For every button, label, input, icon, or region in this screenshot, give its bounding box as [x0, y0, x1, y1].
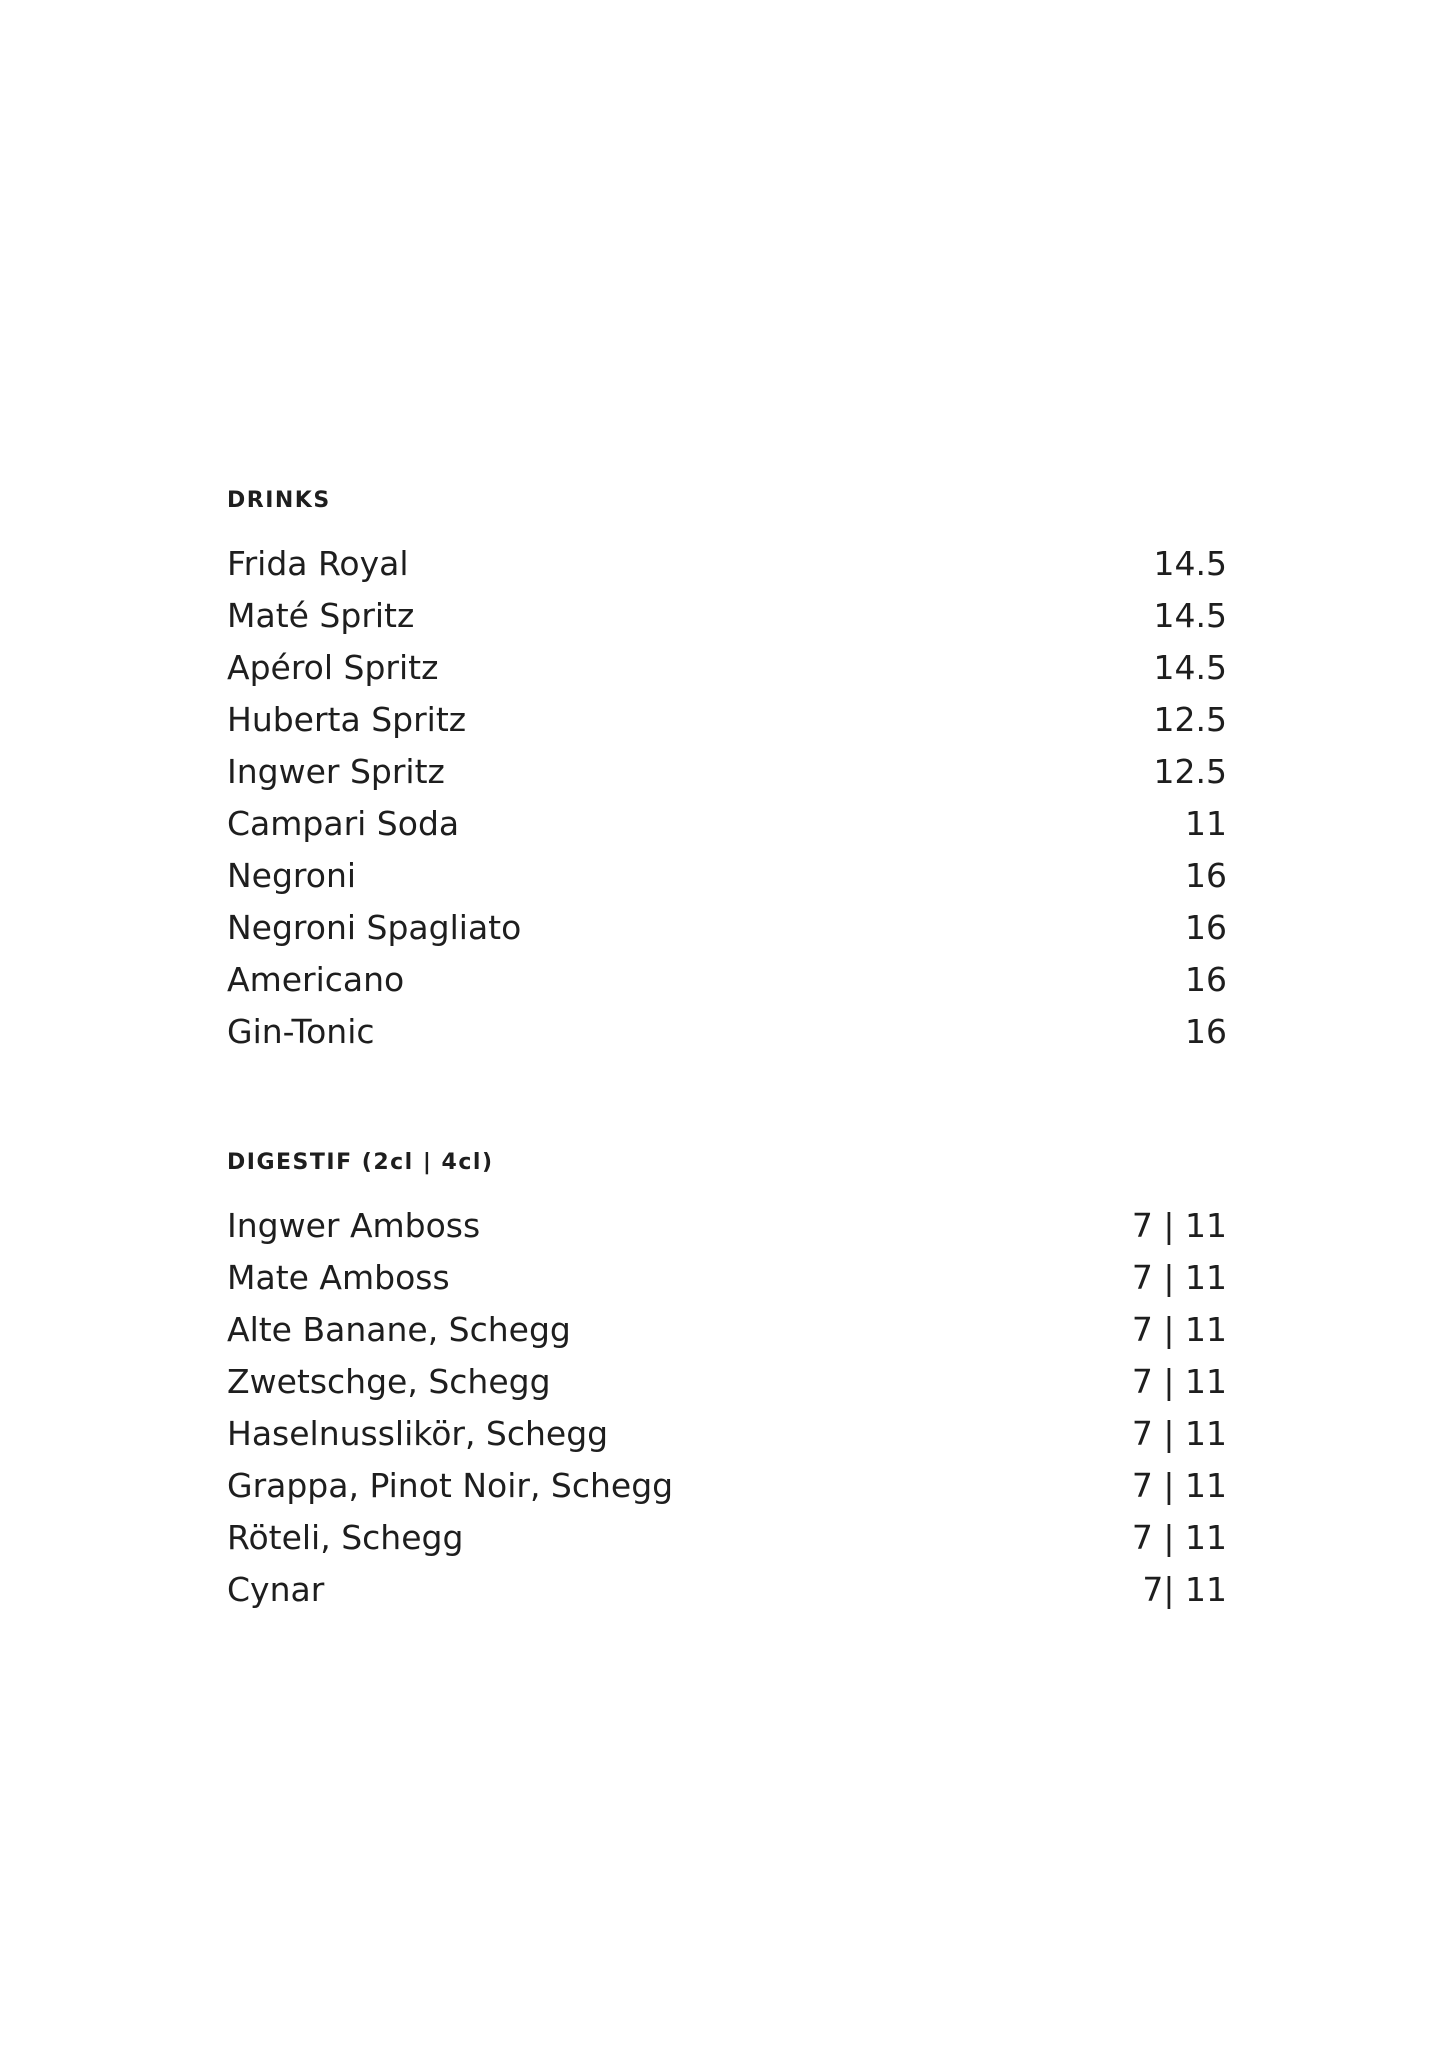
item-price: 12.5 — [1153, 752, 1227, 791]
item-price: 7 | 11 — [1131, 1414, 1227, 1453]
item-name: Campari Soda — [227, 804, 460, 843]
item-name: Haselnusslikör, Schegg — [227, 1414, 609, 1453]
item-price: 12.5 — [1153, 700, 1227, 739]
item-name: Maté Spritz — [227, 596, 415, 635]
item-name: Ingwer Spritz — [227, 752, 445, 791]
item-price: 16 — [1185, 1012, 1227, 1051]
menu-item — [227, 590, 1227, 642]
item-name: Alte Banane, Schegg — [227, 1310, 571, 1349]
menu-item — [227, 798, 1227, 850]
item-name: Mate Amboss — [227, 1258, 450, 1297]
digestif-section — [227, 1148, 1227, 1616]
digestif-list — [227, 1200, 1227, 1616]
section-title-drinks: DRINKS — [227, 488, 331, 513]
menu-item — [227, 1460, 1227, 1512]
menu-item — [227, 1408, 1227, 1460]
item-name: Americano — [227, 960, 405, 999]
menu-item — [227, 954, 1227, 1006]
menu-item — [227, 902, 1227, 954]
item-name: Zwetschge, Schegg — [227, 1362, 551, 1401]
drinks-list — [227, 538, 1227, 1058]
section-title-digestif: DIGESTIF (2cl | 4cl) — [227, 1150, 494, 1175]
item-name: Gin-Tonic — [227, 1012, 375, 1051]
item-price: 11 — [1185, 804, 1227, 843]
item-price: 7 | 11 — [1131, 1362, 1227, 1401]
item-price: 16 — [1185, 856, 1227, 895]
item-name: Frida Royal — [227, 544, 409, 583]
menu-item — [227, 694, 1227, 746]
menu-item — [227, 1252, 1227, 1304]
item-price: 7 | 11 — [1131, 1518, 1227, 1557]
item-name: Grappa, Pinot Noir, Schegg — [227, 1466, 674, 1505]
menu-item — [227, 1356, 1227, 1408]
menu — [227, 486, 1227, 1616]
item-price: 7 | 11 — [1131, 1310, 1227, 1349]
item-price: 14.5 — [1153, 544, 1227, 583]
item-price: 7 | 11 — [1131, 1206, 1227, 1245]
item-price: 16 — [1185, 960, 1227, 999]
item-name: Negroni — [227, 856, 357, 895]
menu-item — [227, 746, 1227, 798]
drinks-section — [227, 486, 1227, 1058]
item-price: 7| 11 — [1142, 1570, 1227, 1609]
menu-item — [227, 538, 1227, 590]
menu-item — [227, 1304, 1227, 1356]
item-name: Cynar — [227, 1570, 325, 1609]
item-name: Negroni Spagliato — [227, 908, 522, 947]
item-name: Röteli, Schegg — [227, 1518, 464, 1557]
item-price: 7 | 11 — [1131, 1258, 1227, 1297]
menu-item — [227, 1006, 1227, 1058]
item-price: 14.5 — [1153, 648, 1227, 687]
menu-item — [227, 1200, 1227, 1252]
item-price: 7 | 11 — [1131, 1466, 1227, 1505]
item-name: Ingwer Amboss — [227, 1206, 481, 1245]
menu-item — [227, 1564, 1227, 1616]
item-name: Apérol Spritz — [227, 648, 439, 687]
item-name: Huberta Spritz — [227, 700, 467, 739]
item-price: 16 — [1185, 908, 1227, 947]
menu-item — [227, 642, 1227, 694]
section-spacer — [227, 1058, 1227, 1148]
item-price: 14.5 — [1153, 596, 1227, 635]
menu-item — [227, 1512, 1227, 1564]
menu-item — [227, 850, 1227, 902]
